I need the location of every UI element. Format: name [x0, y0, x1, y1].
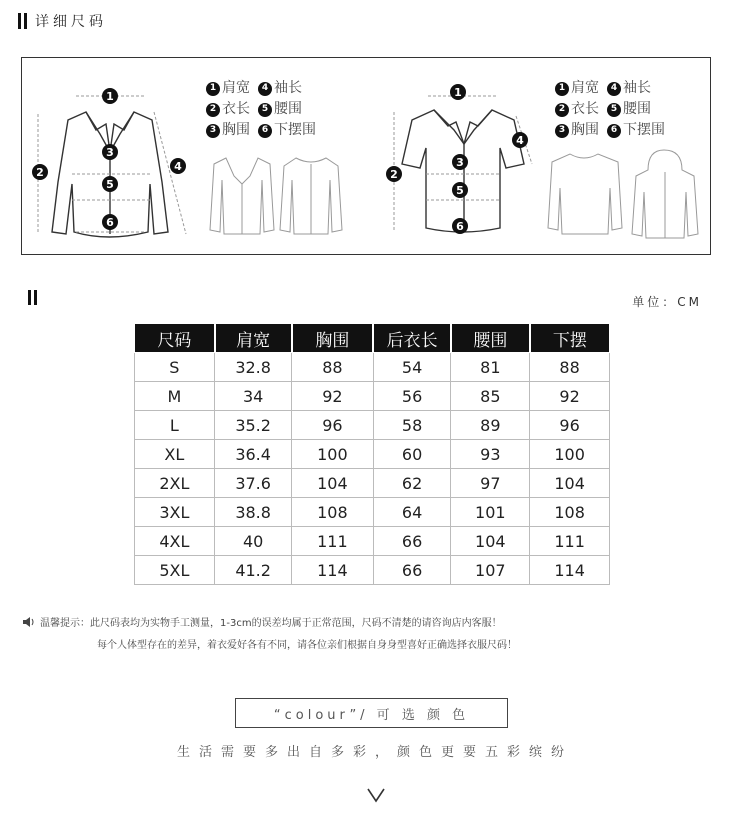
table-cell: 92 [530, 382, 610, 411]
measurement-diagram [21, 57, 711, 255]
section-title-text: 详细尺码 [35, 14, 107, 30]
table-cell: 100 [530, 440, 610, 469]
table-cell: 62 [373, 469, 451, 498]
svg-text:5: 5 [106, 178, 114, 191]
notice-line-1 [22, 614, 502, 629]
table-row [134, 527, 610, 556]
svg-text:1: 1 [106, 90, 114, 103]
table-cell: 107 [451, 556, 530, 585]
table-row [134, 440, 610, 469]
table-cell: 2XL [134, 469, 215, 498]
notice-text-1: 温馨提示：此尺码表均为实物手工测量，1-3cm的误差均属于正常范围，尺码不清楚的请咨询店内客服！ [40, 618, 502, 629]
table-cell: 66 [373, 527, 451, 556]
svg-text:6: 6 [456, 220, 464, 233]
legend-right: 1 肩宽 4 袖长 2 衣长 5 腰围 3 胸围 6 下摆围 [555, 78, 665, 141]
table-row [134, 498, 610, 527]
legend-length: 衣长 [222, 101, 250, 117]
header-chest: 胸围 [292, 324, 374, 353]
table-cell: 111 [530, 527, 610, 556]
table-cell: M [134, 382, 215, 411]
table-cell: 56 [373, 382, 451, 411]
unit-label: 单位：CM [632, 295, 702, 309]
legend-hem: 下摆围 [274, 122, 316, 138]
svg-text:6: 6 [106, 216, 114, 229]
svg-text:4: 4 [516, 134, 524, 147]
table-cell: S [134, 353, 215, 382]
legend-chest: 胸围 [222, 122, 250, 138]
table-cell: XL [134, 440, 215, 469]
header-shoulder: 肩宽 [215, 324, 292, 353]
table-cell: 96 [530, 411, 610, 440]
title-bars-icon [18, 13, 27, 29]
table-cell: 93 [451, 440, 530, 469]
table-cell: 104 [530, 469, 610, 498]
notice-text-2: 每个人体型存在的差异，着衣爱好各有不同，请各位亲们根据自身身型喜好正确选择衣服尺码！ [97, 640, 517, 651]
table-cell: 34 [215, 382, 292, 411]
table-cell: 81 [451, 353, 530, 382]
table-row [134, 353, 610, 382]
table-cell: 85 [451, 382, 530, 411]
colour-heading [235, 698, 508, 728]
table-cell: 88 [530, 353, 610, 382]
speaker-icon [22, 616, 36, 628]
table-cell: 41.2 [215, 556, 292, 585]
table-cell: 89 [451, 411, 530, 440]
table-cell: 54 [373, 353, 451, 382]
legend-waist: 腰围 [274, 101, 302, 117]
table-header-row [134, 324, 610, 353]
chevron-down-icon [366, 787, 386, 803]
table-cell: 92 [292, 382, 374, 411]
table-row [134, 382, 610, 411]
colour-slogan: 生活需要多出自多彩，颜色更要五彩缤纷 [176, 745, 573, 760]
table-cell: 4XL [134, 527, 215, 556]
table-cell: 96 [292, 411, 374, 440]
legend-sleeve: 袖长 [274, 80, 302, 96]
svg-text:2: 2 [390, 168, 398, 181]
table-cell: 35.2 [215, 411, 292, 440]
table-cell: 40 [215, 527, 292, 556]
table-section-bars-icon [28, 290, 37, 305]
svg-text:4: 4 [174, 160, 182, 173]
svg-text:3: 3 [106, 146, 114, 159]
size-table [133, 323, 610, 585]
table-cell: L [134, 411, 215, 440]
table-cell: 114 [530, 556, 610, 585]
svg-text:5: 5 [456, 184, 464, 197]
table-cell: 108 [292, 498, 374, 527]
table-cell: 104 [451, 527, 530, 556]
table-cell: 5XL [134, 556, 215, 585]
table-cell: 114 [292, 556, 374, 585]
legend-shoulder: 肩宽 [222, 80, 250, 96]
legend-left: 1 肩宽 4 袖长 2 衣长 5 腰围 3 胸围 6 下摆围 [206, 78, 316, 141]
header-size: 尺码 [134, 324, 215, 353]
jacket-measure-illustration [28, 72, 208, 242]
blazer-sketch [206, 150, 346, 240]
table-cell: 101 [451, 498, 530, 527]
table-cell: 60 [373, 440, 451, 469]
svg-text:1: 1 [454, 86, 462, 99]
table-cell: 104 [292, 469, 374, 498]
table-cell: 97 [451, 469, 530, 498]
table-cell: 111 [292, 527, 374, 556]
table-cell: 3XL [134, 498, 215, 527]
svg-text:2: 2 [36, 166, 44, 179]
sweater-hoodie-sketch [544, 148, 704, 242]
table-cell: 36.4 [215, 440, 292, 469]
section-title [18, 11, 107, 31]
header-hem: 下摆 [530, 324, 610, 353]
table-row [134, 411, 610, 440]
table-cell: 88 [292, 353, 374, 382]
table-row [134, 556, 610, 585]
table-cell: 100 [292, 440, 374, 469]
colour-heading-text: “colour”/ 可 选 颜 色 [273, 707, 470, 723]
table-cell: 37.6 [215, 469, 292, 498]
table-cell: 64 [373, 498, 451, 527]
header-waist: 腰围 [451, 324, 530, 353]
header-back-length: 后衣长 [373, 324, 451, 353]
table-row [134, 469, 610, 498]
table-cell: 108 [530, 498, 610, 527]
table-cell: 32.8 [215, 353, 292, 382]
table-cell: 38.8 [215, 498, 292, 527]
table-cell: 58 [373, 411, 451, 440]
shirt-measure-illustration [382, 72, 552, 242]
svg-text:3: 3 [456, 156, 464, 169]
table-cell: 66 [373, 556, 451, 585]
